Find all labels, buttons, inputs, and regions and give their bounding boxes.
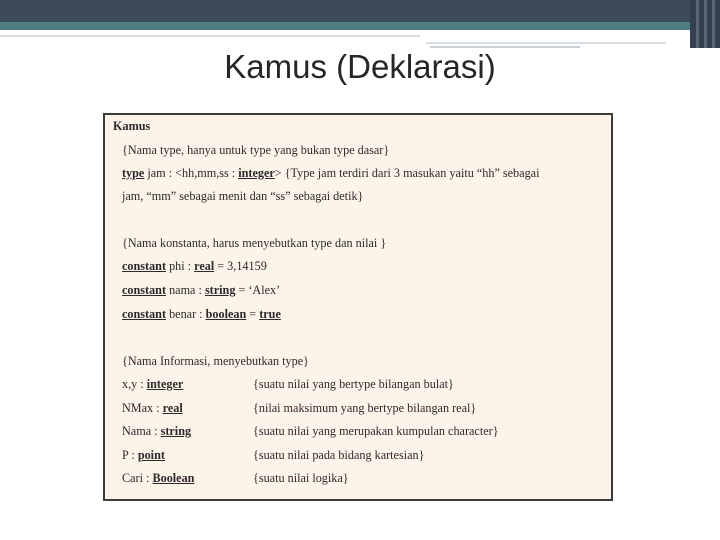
- keyword-true: true: [259, 307, 281, 321]
- kamus-document: [103, 113, 613, 501]
- info-name: P :: [122, 448, 138, 462]
- keyword-integer: integer: [238, 166, 275, 180]
- info-type: point: [137, 448, 165, 462]
- info-row: [122, 471, 602, 486]
- constant-row: [122, 259, 267, 274]
- info-description: {suatu nilai logika}: [253, 471, 349, 485]
- info-row: [122, 424, 602, 439]
- type-section-comment: {Nama type, hanya untuk type yang bukan type dasar}: [122, 143, 390, 157]
- info-name: Nama :: [122, 424, 161, 438]
- header-corner-block: [690, 0, 720, 48]
- info-row: [122, 401, 602, 416]
- constant-section-comment: {Nama konstanta, harus menyebutkan type dan nilai }: [122, 236, 387, 250]
- info-description: {suatu nilai yang merupakan kumpulan character}: [253, 424, 499, 438]
- constant-name: benar :: [166, 307, 206, 321]
- header-band: [0, 0, 720, 22]
- info-description: {suatu nilai pada bidang kartesian}: [253, 448, 425, 462]
- info-description: {nilai maksimum yang bertype bilangan real}: [253, 401, 477, 415]
- constant-value: =: [246, 307, 260, 321]
- type-decl-fields: jam : <hh,mm,ss :: [144, 166, 239, 180]
- constant-row: [122, 283, 280, 298]
- corner-stripe: [704, 0, 707, 48]
- keyword-constant: constant: [122, 283, 167, 297]
- constant-type: string: [204, 283, 236, 297]
- header-accent-band: [0, 22, 720, 30]
- header-divider-line: [0, 35, 420, 37]
- keyword-constant: constant: [122, 259, 167, 273]
- info-section-comment: {Nama Informasi, menyebutkan type}: [122, 354, 310, 368]
- constant-type: boolean: [205, 307, 247, 321]
- info-row: [122, 448, 602, 463]
- type-declaration: [122, 166, 539, 181]
- type-decl-continuation: jam, “mm” sebagai menit dan “ss” sebagai detik}: [122, 189, 364, 203]
- info-type: real: [162, 401, 183, 415]
- corner-stripe: [696, 0, 699, 48]
- info-description: {suatu nilai yang bertype bilangan bulat}: [253, 377, 454, 391]
- kamus-heading: Kamus: [113, 119, 151, 133]
- type-decl-comment: > {Type jam terdiri dari 3 masukan yaitu “hh” sebagai: [274, 166, 540, 180]
- constant-name: phi :: [166, 259, 195, 273]
- keyword-type: type: [122, 166, 145, 180]
- info-type: string: [160, 424, 192, 438]
- info-type: integer: [146, 377, 184, 391]
- constant-value: = 3,14159: [214, 259, 267, 273]
- info-name: x,y :: [122, 377, 147, 391]
- info-name: Cari :: [122, 471, 153, 485]
- info-row: [122, 377, 602, 392]
- slide-title: Kamus (Deklarasi): [224, 48, 496, 85]
- info-type: Boolean: [152, 471, 195, 485]
- constant-type: real: [194, 259, 215, 273]
- corner-stripe: [712, 0, 715, 48]
- constant-name: nama :: [166, 283, 205, 297]
- header-divider-line: [426, 42, 666, 44]
- constant-row: [122, 307, 281, 322]
- constant-value: = ‘Alex’: [235, 283, 281, 297]
- keyword-constant: constant: [122, 307, 167, 321]
- info-name: NMax :: [122, 401, 163, 415]
